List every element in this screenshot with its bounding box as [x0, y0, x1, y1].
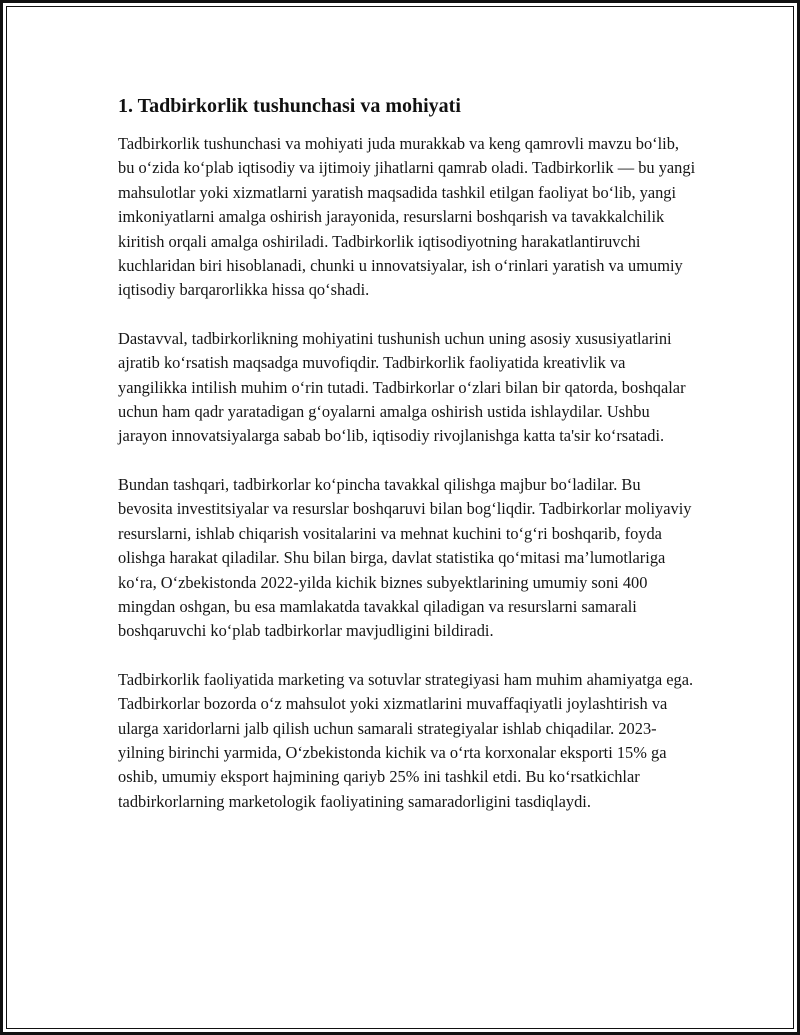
document-body [118, 94, 698, 838]
section-heading: 1. Tadbirkorlik tushunchasi va mohiyati [118, 95, 461, 117]
paragraph-4: Tadbirkorlik faoliyatida marketing va sotuvlar strategiyasi ham muhim ahamiyatga ega. Tadbirkorlar bozorda o‘z mahsulot yoki xizmatlarini muvaffaqiyatli joylashtirish va ularga xaridorlarni jalb qilish uchun samarali strategiyalar ishlab chiqadilar. 2023-yilning birinchi yarmida, O‘zbekistonda kichik va o‘rta korxonalar eksporti 15% ga oshib, umumiy eksport hajmining qariyb 25% ini tashkil etdi. Bu ko‘rsatkichlar tadbirkorlarning marketologik faoliyatining samaradorligini tasdiqlaydi. [118, 669, 694, 811]
paragraph-1: Tadbirkorlik tushunchasi va mohiyati juda murakkab va keng qamrovli mavzu bo‘lib, bu o‘zida ko‘plab iqtisodiy va ijtimoiy jihatlarni qamrab oladi. Tadbirkorlik — bu yangi mahsulotlar yoki xizmatlarni yaratish maqsadida tashkil etilgan faoliyat bo‘lib, yangi imkoniyatlarni amalga oshirish jarayonida, resurslarni boshqarish va tavakkalchilik kiritish orqali amalga oshiriladi. Tadbirkorlik iqtisodiyotning harakatlantiruvchi kuchlaridan biri hisoblanadi, chunki u innovatsiyalar, ish o‘rinlari yaratish va umumiy iqtisodiy barqarorlikka hissa qo‘shadi. [118, 134, 696, 300]
paragraph-2: Dastavval, tadbirkorlikning mohiyatini tushunish uchun uning asosiy xususiyatlarini ajratib ko‘rsatish maqsadga muvofiqdir. Tadbirkorlik faoliyatida kreativlik va yangilikka intilish muhim o‘rin tutadi. Tadbirkorlar o‘zlari bilan bir qatorda, boshqalar uchun ham qadr yaratadigan g‘oyalarni amalga oshirish ustida ishlaydilar. Ushbu jarayon innovatsiyalarga sabab bo‘lib, iqtisodiy rivojlanishga katta ta'sir ko‘rsatadi. [118, 328, 686, 446]
paragraph-3: Bundan tashqari, tadbirkorlar ko‘pincha tavakkal qilishga majbur bo‘ladilar. Bu bevosita investitsiyalar va resurslar boshqaruvi bilan bog‘liqdir. Tadbirkorlar moliyaviy resurslarni, ishlab chiqarish vositalarini va mehnat kuchini to‘g‘ri boshqarib, foyda olishga harakat qiladilar. Shu bilan birga, davlat statistika qo‘mitasi ma’lumotlariga ko‘ra, O‘zbekistonda 2022-yilda kichik biznes subyektlarining umumiy soni 400 mingdan oshgan, bu esa mamlakatda tavakkal qiladigan va resurslarni samarali boshqaruvchi ko‘plab tadbirkorlar mavjudligini bildiradi. [118, 474, 692, 641]
